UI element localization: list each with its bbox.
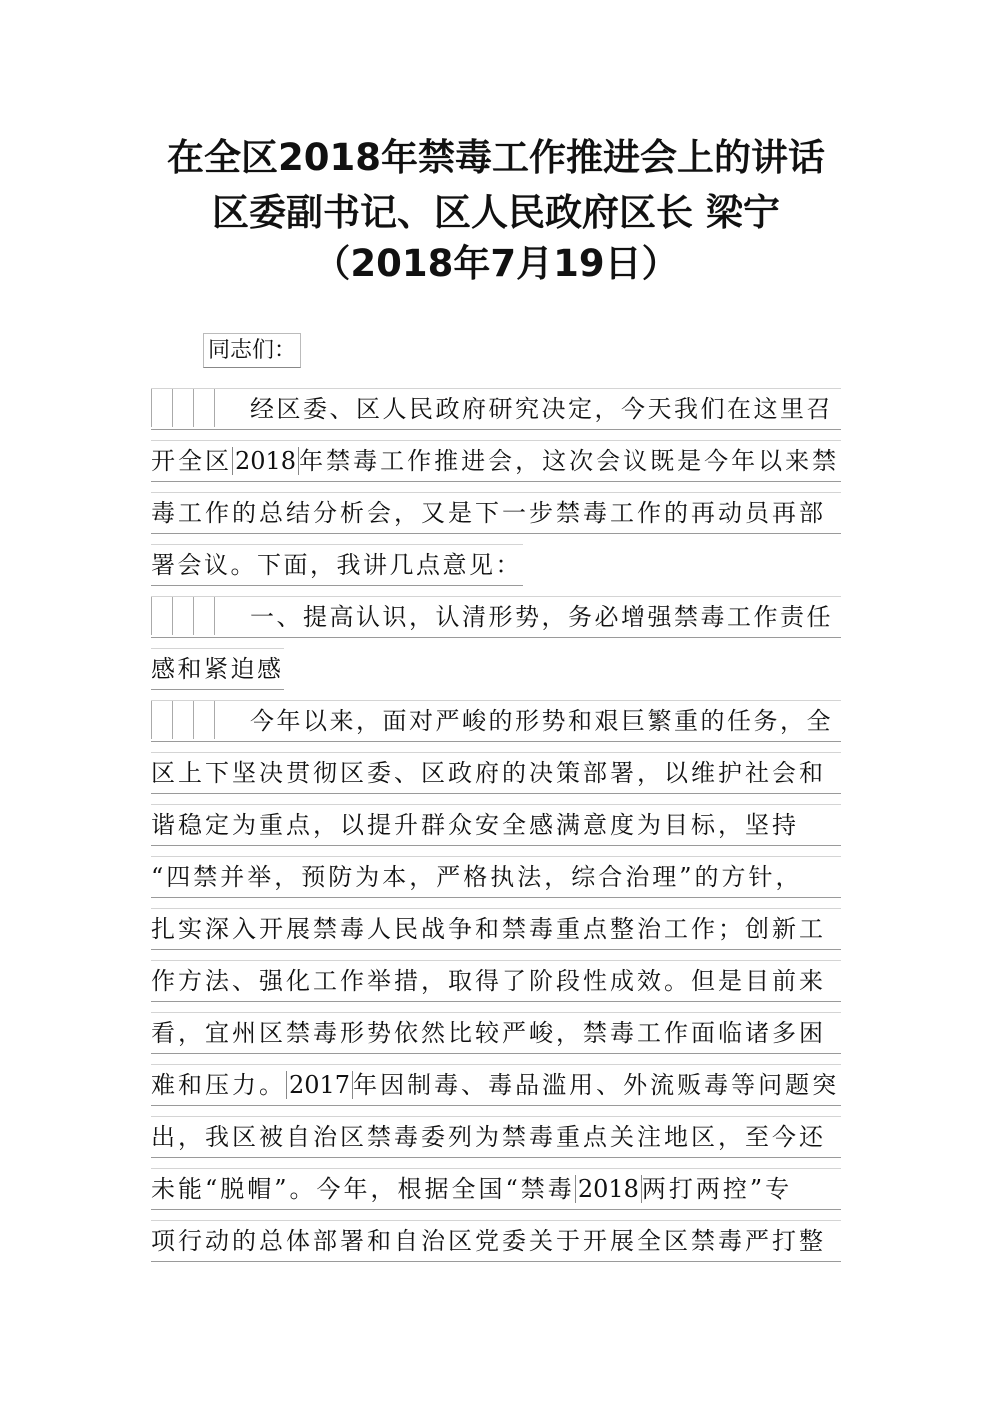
line-text: 年禁毒工作推进会，这次会议既是今年以来禁 [299,447,840,475]
body-line [151,960,841,1002]
number-field: 2018 [575,1175,642,1203]
greeting: 同志们： [203,333,301,368]
line-text: 一、提高认识，认清形势，务必增强禁毒工作责任 [250,603,833,631]
body-line [151,1012,841,1054]
line-text: 毒工作的总结分析会，又是下一步禁毒工作的再动员再部 [151,499,826,527]
indent-marker [151,389,173,427]
body-line [151,1220,841,1262]
number-field: 2018 [232,447,299,475]
line-text: 项行动的总体部署和自治区党委关于开展全区禁毒严打整 [151,1227,826,1255]
body-line [151,856,841,898]
body-line [151,700,841,742]
body-line [151,492,841,534]
line-text: 难和压力。 [151,1071,286,1099]
body-line [151,1168,841,1210]
line-text: 作方法、强化工作举措，取得了阶段性成效。但是目前来 [151,967,826,995]
line-text: 区上下坚决贯彻区委、区政府的决策部署，以维护社会和 [151,759,826,787]
line-text: 扎实深入开展禁毒人民战争和禁毒重点整治工作；创新工 [151,915,826,943]
body-line [151,388,841,430]
body-line [151,440,841,482]
line-text: 看，宜州区禁毒形势依然比较严峻，禁毒工作面临诸多困 [151,1019,826,1047]
number-field: 2017 [286,1071,353,1099]
body-line [151,804,841,846]
indent-marker [173,389,194,427]
indent-marker [194,389,215,427]
line-text: “四禁并举，预防为本，严格执法，综合治理”的方针， [151,863,803,891]
body-line [151,544,523,586]
heading-line [151,648,284,690]
indent-marker [173,597,194,635]
line-text: 未能“脱帽”。今年，根据全国“禁毒 [151,1175,575,1203]
body-line [151,1116,841,1158]
body-line [151,752,841,794]
body-line [151,908,841,950]
indent-marker [194,701,215,739]
indent-marker [151,701,173,739]
indent-marker [194,597,215,635]
line-text: 开全区 [151,447,232,475]
indent-marker [173,701,194,739]
line-text: 今年以来，面对严峻的形势和艰巨繁重的任务，全 [250,707,833,735]
line-text: 谐稳定为重点，以提升群众安全感满意度为目标，坚持 [151,811,799,839]
line-text: 感和紧迫感 [151,655,284,683]
line-text: 年因制毒、毒品滥用、外流贩毒等问题突 [353,1071,840,1099]
body-line [151,1064,841,1106]
speaker-line: 区委副书记、区人民政府区长 梁宁 [212,191,780,234]
indent-marker [151,597,173,635]
document-title: 在全区2018年禁毒工作推进会上的讲话 [167,136,825,179]
heading-line [151,596,841,638]
date-line: （2018年7月19日） [313,242,679,285]
line-text: 署会议。下面，我讲几点意见： [151,551,522,579]
line-text: 出，我区被自治区禁毒委列为禁毒重点关注地区，至今还 [151,1123,826,1151]
line-text: 两打两控”专 [641,1175,793,1203]
line-text: 经区委、区人民政府研究决定，今天我们在这里召 [250,395,833,423]
